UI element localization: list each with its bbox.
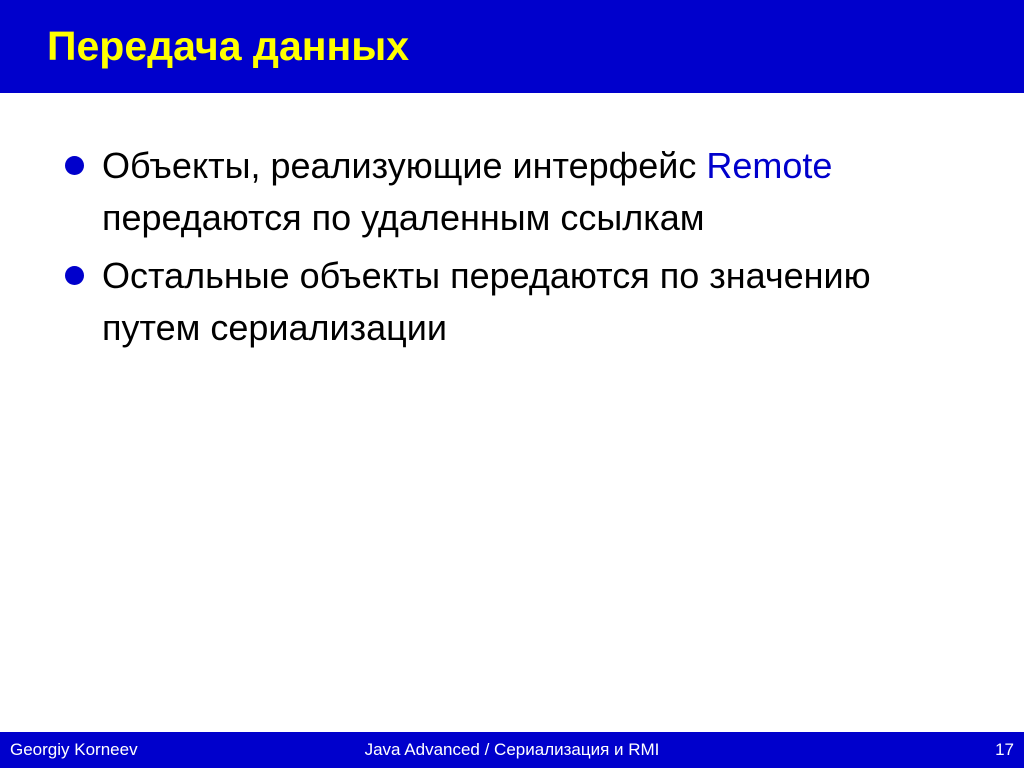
bullet-list [62, 140, 962, 360]
footer-course-title: Java Advanced / Сериализация и RMI [364, 740, 660, 759]
bullet-item [62, 140, 962, 244]
bullet-text-before: Объекты, реализующие интерфейс [102, 145, 707, 186]
slide-title: Передача данных [47, 23, 410, 69]
bullet-text: Остальные объекты передаются по значению путем сериализации [102, 255, 871, 348]
bullet-item [62, 250, 962, 354]
bullet-dot-icon [65, 156, 84, 175]
footer-author: Georgiy Korneev [10, 740, 138, 759]
footer-bar [0, 732, 1024, 768]
title-bar [0, 0, 1024, 93]
bullet-text-after: передаются по удаленным ссылкам [102, 197, 705, 238]
page-number: 17 [995, 740, 1014, 759]
remote-keyword: Remote [706, 145, 833, 186]
bullet-dot-icon [65, 266, 84, 285]
